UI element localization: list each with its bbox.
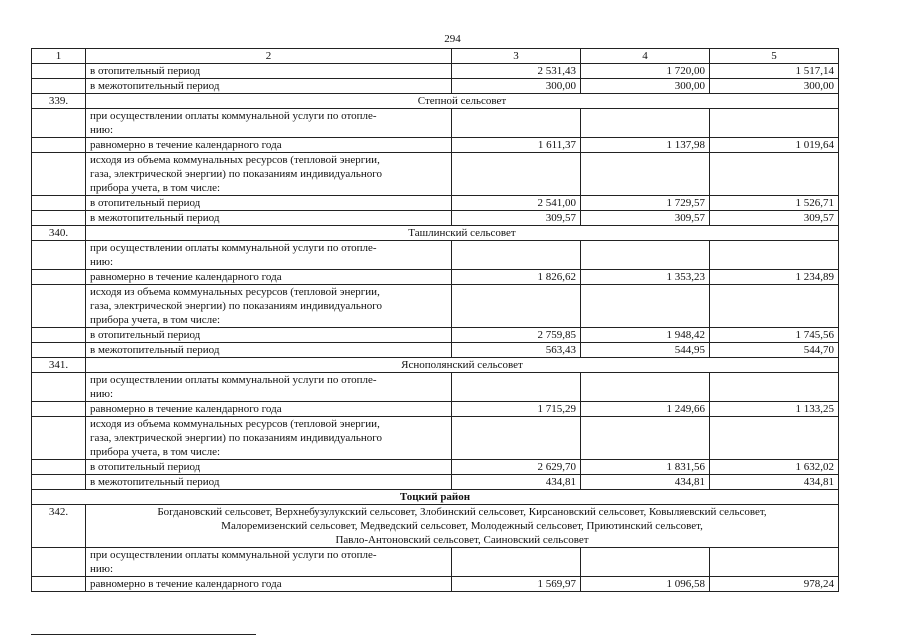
section-title: Степной сельсовет bbox=[86, 94, 839, 109]
value-col-4: 434,81 bbox=[581, 475, 710, 490]
row-number bbox=[32, 460, 86, 475]
section-row bbox=[32, 358, 839, 373]
cell-line: нию: bbox=[90, 388, 114, 400]
row-number bbox=[32, 109, 86, 138]
value-col-5: 300,00 bbox=[710, 79, 839, 94]
row-description: в отопительный период bbox=[86, 64, 452, 79]
district-row bbox=[32, 490, 839, 505]
cell-line: исходя из объема коммунальных ресурсов (тепловой энергии, bbox=[90, 286, 380, 298]
row-number bbox=[32, 373, 86, 402]
row-description: в отопительный период bbox=[86, 328, 452, 343]
table-row bbox=[32, 343, 839, 358]
value-col-5 bbox=[710, 285, 839, 328]
page-number: 294 bbox=[444, 33, 461, 45]
row-number bbox=[32, 402, 86, 417]
section-row bbox=[32, 226, 839, 241]
row-number: 339. bbox=[32, 94, 86, 109]
table-row bbox=[32, 373, 839, 402]
table-row bbox=[32, 153, 839, 196]
table-row bbox=[32, 109, 839, 138]
cell-line: нию: bbox=[90, 124, 114, 136]
cell-line: газа, электрической энергии) по показаниям индивидуального bbox=[90, 168, 382, 180]
cell-line: исходя из объема коммунальных ресурсов (тепловой энергии, bbox=[90, 418, 380, 430]
value-col-3: 1 569,97 bbox=[452, 577, 581, 592]
cell-line: Павло-Антоновский сельсовет, Саиновский сельсовет bbox=[335, 534, 589, 546]
value-col-4 bbox=[581, 241, 710, 270]
row-number bbox=[32, 475, 86, 490]
value-col-4 bbox=[581, 417, 710, 460]
value-col-4: 1 096,58 bbox=[581, 577, 710, 592]
row-number bbox=[32, 577, 86, 592]
table-row bbox=[32, 328, 839, 343]
value-col-3 bbox=[452, 153, 581, 196]
value-col-3: 563,43 bbox=[452, 343, 581, 358]
row-description: в отопительный период bbox=[86, 460, 452, 475]
value-col-3 bbox=[452, 285, 581, 328]
row-number: 341. bbox=[32, 358, 86, 373]
value-col-3 bbox=[452, 109, 581, 138]
row-number bbox=[32, 153, 86, 196]
value-col-4: 1 137,98 bbox=[581, 138, 710, 153]
row-number bbox=[32, 79, 86, 94]
row-number bbox=[32, 343, 86, 358]
value-col-3 bbox=[452, 241, 581, 270]
value-col-4: 1 948,42 bbox=[581, 328, 710, 343]
row-number bbox=[32, 211, 86, 226]
row-description: в межотопительный период bbox=[86, 79, 452, 94]
header-cell: 5 bbox=[710, 49, 839, 64]
value-col-4: 1 720,00 bbox=[581, 64, 710, 79]
value-col-5: 1 517,14 bbox=[710, 64, 839, 79]
header-cell: 4 bbox=[581, 49, 710, 64]
value-col-4 bbox=[581, 153, 710, 196]
value-col-5: 1 526,71 bbox=[710, 196, 839, 211]
row-number bbox=[32, 328, 86, 343]
row-description: в межотопительный период bbox=[86, 343, 452, 358]
cell-line: Малоремизенский сельсовет, Медведский сельсовет, Молодежный сельсовет, Приютинский сельсовет, bbox=[221, 520, 703, 532]
row-description: в межотопительный период bbox=[86, 211, 452, 226]
value-col-5 bbox=[710, 548, 839, 577]
cell-line: прибора учета, в том числе: bbox=[90, 182, 221, 194]
value-col-4 bbox=[581, 109, 710, 138]
value-col-5: 1 019,64 bbox=[710, 138, 839, 153]
value-col-4 bbox=[581, 285, 710, 328]
value-col-3: 1 611,37 bbox=[452, 138, 581, 153]
value-col-4: 1 249,66 bbox=[581, 402, 710, 417]
row-description bbox=[86, 241, 452, 270]
value-col-3 bbox=[452, 417, 581, 460]
table-row bbox=[32, 270, 839, 285]
value-col-4 bbox=[581, 548, 710, 577]
row-number: 342. bbox=[32, 505, 86, 548]
section-row bbox=[32, 505, 839, 548]
cell-line: нию: bbox=[90, 256, 114, 268]
cell-line: газа, электрической энергии) по показаниям индивидуального bbox=[90, 432, 382, 444]
value-col-4 bbox=[581, 373, 710, 402]
table-row bbox=[32, 64, 839, 79]
section-title bbox=[86, 505, 839, 548]
row-description bbox=[86, 373, 452, 402]
value-col-3 bbox=[452, 373, 581, 402]
value-col-5: 978,24 bbox=[710, 577, 839, 592]
row-number bbox=[32, 285, 86, 328]
value-col-3: 300,00 bbox=[452, 79, 581, 94]
section-title: Ташлинский сельсовет bbox=[86, 226, 839, 241]
value-col-5: 1 133,25 bbox=[710, 402, 839, 417]
value-col-3: 2 629,70 bbox=[452, 460, 581, 475]
value-col-4: 309,57 bbox=[581, 211, 710, 226]
row-description bbox=[86, 153, 452, 196]
value-col-5 bbox=[710, 417, 839, 460]
cell-line: при осуществлении оплаты коммунальной услуги по отопле- bbox=[90, 110, 377, 122]
section-title: Яснополянский сельсовет bbox=[86, 358, 839, 373]
value-col-3: 434,81 bbox=[452, 475, 581, 490]
row-description bbox=[86, 548, 452, 577]
row-number: 340. bbox=[32, 226, 86, 241]
row-number bbox=[32, 196, 86, 211]
row-description bbox=[86, 285, 452, 328]
row-number bbox=[32, 64, 86, 79]
table-row bbox=[32, 577, 839, 592]
row-number bbox=[32, 138, 86, 153]
row-description: равномерно в течение календарного года bbox=[86, 402, 452, 417]
row-number bbox=[32, 241, 86, 270]
table-row bbox=[32, 402, 839, 417]
cell-line: исходя из объема коммунальных ресурсов (тепловой энергии, bbox=[90, 154, 380, 166]
value-col-4: 1 831,56 bbox=[581, 460, 710, 475]
value-col-5 bbox=[710, 109, 839, 138]
table-row bbox=[32, 196, 839, 211]
value-col-5 bbox=[710, 153, 839, 196]
value-col-3 bbox=[452, 548, 581, 577]
cell-line: нию: bbox=[90, 563, 114, 575]
value-col-5 bbox=[710, 241, 839, 270]
footnote-rule bbox=[31, 634, 256, 635]
row-description: равномерно в течение календарного года bbox=[86, 138, 452, 153]
value-col-3: 2 759,85 bbox=[452, 328, 581, 343]
value-col-5: 544,70 bbox=[710, 343, 839, 358]
value-col-5: 434,81 bbox=[710, 475, 839, 490]
row-description: в отопительный период bbox=[86, 196, 452, 211]
value-col-3: 2 541,00 bbox=[452, 196, 581, 211]
value-col-4: 544,95 bbox=[581, 343, 710, 358]
header-cell: 3 bbox=[452, 49, 581, 64]
row-description: равномерно в течение календарного года bbox=[86, 270, 452, 285]
table-row bbox=[32, 211, 839, 226]
value-col-3: 1 826,62 bbox=[452, 270, 581, 285]
value-col-5: 1 632,02 bbox=[710, 460, 839, 475]
cell-line: Богдановский сельсовет, Верхнебузулукский сельсовет, Злобинский сельсовет, Кирсановский сельсовет, Ковыляевский сельсовет, bbox=[157, 506, 767, 518]
table-row bbox=[32, 79, 839, 94]
cell-line: газа, электрической энергии) по показаниям индивидуального bbox=[90, 300, 382, 312]
table-row bbox=[32, 285, 839, 328]
cell-line: при осуществлении оплаты коммунальной услуги по отопле- bbox=[90, 374, 377, 386]
value-col-5 bbox=[710, 373, 839, 402]
value-col-5: 309,57 bbox=[710, 211, 839, 226]
row-number bbox=[32, 270, 86, 285]
table-row bbox=[32, 417, 839, 460]
table-row bbox=[32, 241, 839, 270]
row-number bbox=[32, 417, 86, 460]
value-col-4: 1 729,57 bbox=[581, 196, 710, 211]
section-row bbox=[32, 94, 839, 109]
cell-line: при осуществлении оплаты коммунальной услуги по отопле- bbox=[90, 549, 377, 561]
cell-line: прибора учета, в том числе: bbox=[90, 314, 221, 326]
value-col-5: 1 234,89 bbox=[710, 270, 839, 285]
value-col-3: 309,57 bbox=[452, 211, 581, 226]
table-row bbox=[32, 475, 839, 490]
tariff-table bbox=[31, 48, 839, 592]
value-col-4: 1 353,23 bbox=[581, 270, 710, 285]
district-title: Тоцкий район bbox=[32, 490, 839, 505]
row-description: равномерно в течение календарного года bbox=[86, 577, 452, 592]
table-row bbox=[32, 460, 839, 475]
value-col-3: 2 531,43 bbox=[452, 64, 581, 79]
value-col-4: 300,00 bbox=[581, 79, 710, 94]
row-description bbox=[86, 109, 452, 138]
row-description bbox=[86, 417, 452, 460]
value-col-5: 1 745,56 bbox=[710, 328, 839, 343]
table-row bbox=[32, 138, 839, 153]
cell-line: при осуществлении оплаты коммунальной услуги по отопле- bbox=[90, 242, 377, 254]
row-number bbox=[32, 548, 86, 577]
cell-line: прибора учета, в том числе: bbox=[90, 446, 221, 458]
header-row bbox=[32, 49, 839, 64]
header-cell: 1 bbox=[32, 49, 86, 64]
table-row bbox=[32, 548, 839, 577]
header-cell: 2 bbox=[86, 49, 452, 64]
row-description: в межотопительный период bbox=[86, 475, 452, 490]
value-col-3: 1 715,29 bbox=[452, 402, 581, 417]
